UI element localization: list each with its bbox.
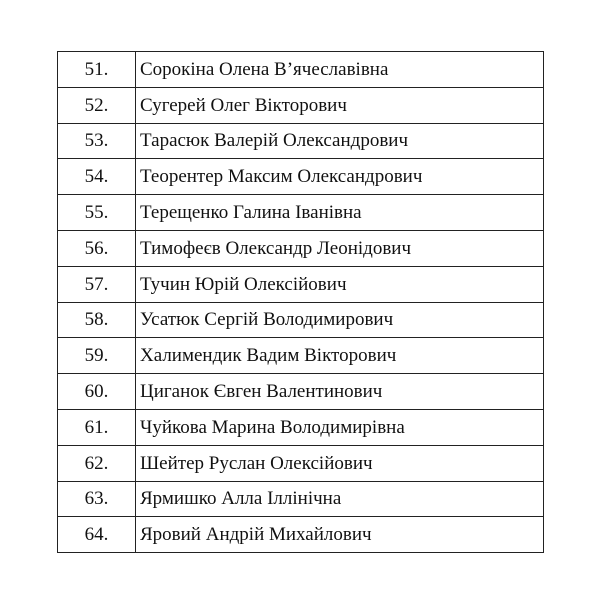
table-row (58, 159, 544, 195)
table-row (58, 302, 544, 338)
person-name: Шейтер Руслан Олексійович (136, 445, 544, 481)
person-name: Халимендик Вадим Вікторович (136, 338, 544, 374)
person-name: Тучин Юрій Олексійович (136, 266, 544, 302)
row-number: 57. (58, 266, 136, 302)
table-row (58, 445, 544, 481)
row-number: 64. (58, 517, 136, 553)
person-name: Ярмишко Алла Іллінічна (136, 481, 544, 517)
row-number: 62. (58, 445, 136, 481)
person-name: Усатюк Сергій Володимирович (136, 302, 544, 338)
person-name: Сугерей Олег Вікторович (136, 87, 544, 123)
person-name: Тимофеєв Олександр Леонідович (136, 230, 544, 266)
table-row (58, 123, 544, 159)
person-name: Циганок Євген Валентинович (136, 374, 544, 410)
table-row (58, 517, 544, 553)
row-number: 54. (58, 159, 136, 195)
table-row (58, 52, 544, 88)
table-row (58, 481, 544, 517)
person-name: Теорентер Максим Олександрович (136, 159, 544, 195)
table-row (58, 230, 544, 266)
row-number: 51. (58, 52, 136, 88)
row-number: 53. (58, 123, 136, 159)
table-row (58, 338, 544, 374)
table-row (58, 409, 544, 445)
person-name: Чуйкова Марина Володимирівна (136, 409, 544, 445)
row-number: 58. (58, 302, 136, 338)
person-name: Терещенко Галина Іванівна (136, 195, 544, 231)
row-number: 55. (58, 195, 136, 231)
roster-table-body (58, 52, 544, 553)
row-number: 56. (58, 230, 136, 266)
table-row (58, 195, 544, 231)
row-number: 63. (58, 481, 136, 517)
roster-table (57, 51, 544, 553)
row-number: 60. (58, 374, 136, 410)
person-name: Тарасюк Валерій Олександрович (136, 123, 544, 159)
table-row (58, 374, 544, 410)
table-row (58, 266, 544, 302)
table-row (58, 87, 544, 123)
person-name: Сорокіна Олена В’ячеславівна (136, 52, 544, 88)
row-number: 52. (58, 87, 136, 123)
row-number: 59. (58, 338, 136, 374)
row-number: 61. (58, 409, 136, 445)
person-name: Яровий Андрій Михайлович (136, 517, 544, 553)
